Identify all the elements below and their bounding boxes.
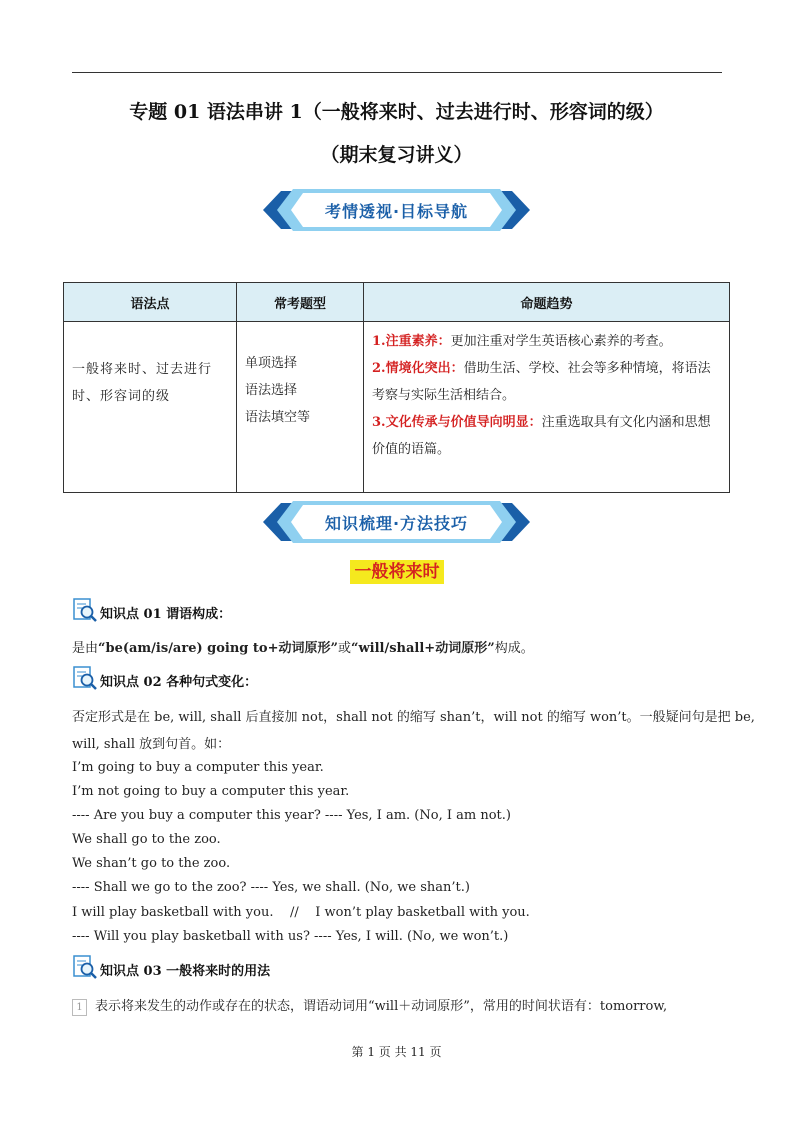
trend-label: 3.文化传承与价值导向明显： — [372, 415, 542, 430]
list-number-badge: 1 — [72, 999, 87, 1016]
example-sentence: We shall go to the zoo. — [72, 832, 221, 847]
trend-label: 2.情境化突出： — [372, 361, 464, 376]
knowledge-point-03 — [72, 954, 270, 980]
magnifier-document-icon — [72, 597, 98, 623]
kp1-prefix: 是由 — [72, 641, 99, 656]
table-header-trends: 命题趋势 — [364, 283, 730, 322]
banner-knowledge-methods — [263, 499, 530, 545]
kp1-mid: 或 — [337, 641, 351, 656]
magnifier-document-icon — [72, 665, 98, 691]
example-sentence: ---- Shall we go to the zoo? ---- Yes, we shall. (No, we shan’t.) — [72, 880, 470, 895]
top-rule — [72, 72, 722, 73]
example-sentence: I’m not going to buy a computer this year. — [72, 784, 350, 799]
knowledge-point-title: 知识点 01 谓语构成： — [100, 607, 232, 622]
grammar-point-text: 一般将来时、过去进行时、形容词的级 — [72, 362, 213, 404]
trend-item — [372, 328, 721, 355]
knowledge-point-01 — [72, 597, 231, 623]
trend-item — [372, 409, 721, 463]
banner-exam-overview — [263, 187, 530, 233]
kp2-intro-line1: 否定形式是在 be, will, shall 后直接加 not，shall not 的缩写 shan’t，will not 的缩写 won’t。一般疑问句是把 be, — [72, 710, 755, 725]
page-title-line2: （期末复习讲义） — [320, 144, 473, 166]
trend-text: 借助生活、学校、社会等多种情境，将语法考察与实际生活相结合。 — [372, 361, 711, 403]
exam-overview-table — [63, 282, 730, 493]
banner-exam-overview-label: 考情透视·目标导航 — [324, 201, 469, 221]
kp1-form2: “will/shall+动词原形” — [351, 641, 495, 656]
banner-knowledge-methods-label: 知识梳理·方法技巧 — [324, 513, 469, 533]
question-type-item: 语法填空等 — [245, 410, 311, 425]
kp3-usage-text: 表示将来发生的动作或存在的状态，谓语动词用“will＋动词原形”，常用的时间状语有：tomorrow, — [95, 999, 668, 1014]
example-sentence: I’m going to buy a computer this year. — [72, 760, 324, 775]
example-sentence: I will play basketball with you. // I won’t play basketball with you. — [72, 905, 530, 920]
kp1-form1: “be(am/is/are) going to+动词原形” — [98, 641, 338, 656]
example-sentence: We shan’t go to the zoo. — [72, 856, 231, 871]
knowledge-point-title: 知识点 03 一般将来时的用法 — [100, 964, 271, 979]
table-cell-trends — [364, 322, 730, 493]
page-title-line1: 专题 01 语法串讲 1（一般将来时、过去进行时、形容词的级） — [129, 101, 664, 123]
trend-text: 更加注重对学生英语核心素养的考查。 — [450, 334, 672, 349]
kp1-suffix: 构成。 — [494, 641, 534, 656]
knowledge-point-02 — [72, 665, 257, 691]
question-type-item: 语法选择 — [245, 383, 298, 398]
kp3-usage-item — [72, 995, 667, 1016]
table-header-question-types: 常考题型 — [237, 283, 364, 322]
section-heading-simple-future: 一般将来时 — [350, 560, 444, 584]
trend-label: 1.注重素养： — [372, 334, 451, 349]
example-sentence: ---- Will you play basketball with us? ---- Yes, I will. (No, we won’t.) — [72, 929, 509, 944]
trend-item — [372, 355, 721, 409]
knowledge-point-title: 知识点 02 各种句式变化： — [100, 675, 258, 690]
page-footer: 第 1 页 共 11 页 — [351, 1045, 442, 1059]
kp1-description — [72, 637, 534, 656]
kp2-intro-line2: will, shall 放到句首。如： — [72, 737, 231, 752]
example-sentence: ---- Are you buy a computer this year? ---- Yes, I am. (No, I am not.) — [72, 808, 511, 823]
question-type-item: 单项选择 — [245, 356, 298, 371]
magnifier-document-icon — [72, 954, 98, 980]
table-header-grammar-point: 语法点 — [64, 283, 237, 322]
table-cell-grammar-point — [64, 322, 237, 493]
trend-text: 注重选取具有文化内涵和思想价值的语篇。 — [372, 415, 711, 457]
table-cell-question-types — [237, 322, 364, 493]
